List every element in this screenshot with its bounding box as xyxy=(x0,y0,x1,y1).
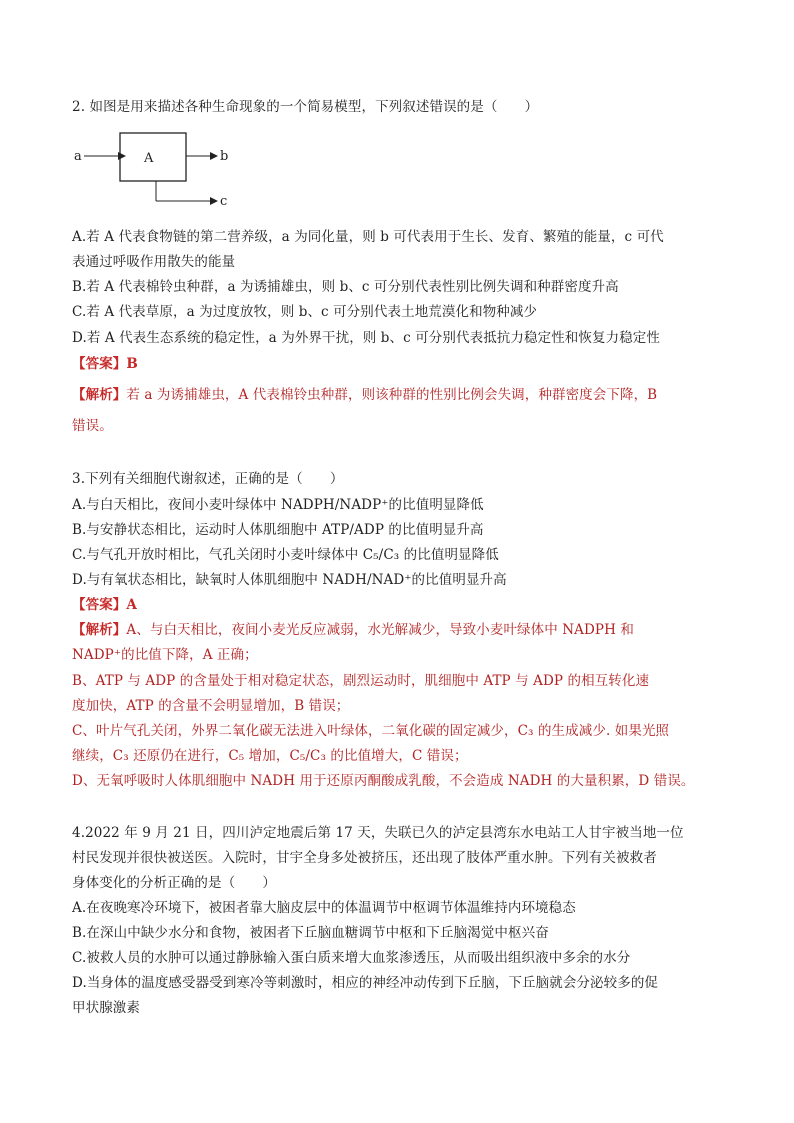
q3-option-c: C.与气孔开放时相比，气孔关闭时小麦叶绿体中 C₅/C₃ 的比值明显降低 xyxy=(72,547,499,563)
q3-analysis-line-4: 度加快，ATP 的含量不会明显增加，B 错误； xyxy=(72,698,350,714)
q4-stem-line-3: 身体变化的分析正确的是（ ） xyxy=(72,875,276,891)
q2-answer xyxy=(72,355,138,373)
q2-analysis-line-1: 若 a 为诱捕雄虫，A 代表棉铃虫种群，则该种群的性别比例会失调，种群密度会下降，B xyxy=(126,387,658,403)
q4-option-a: A.在夜晚寒冷环境下，被困者靠大脑皮层中的体温调节中枢调节体温维持内环境稳态 xyxy=(72,900,576,916)
diagram-output-b-label: b xyxy=(220,149,229,164)
answer-tag: 【答案】 xyxy=(72,597,127,613)
q4-option-c: C.被救人员的水肿可以通过静脉输入蛋白质来增大血浆渗透压，从而吸出组织液中多余的水分 xyxy=(72,950,631,966)
q3-analysis-line-2: NADP⁺的比值下降，A 正确； xyxy=(72,647,258,663)
analysis-tag: 【解析】 xyxy=(72,387,127,403)
q4-option-b: B.在深山中缺少水分和食物，被困者下丘脑血糖调节中枢和下丘脑渴觉中枢兴奋 xyxy=(72,925,549,941)
answer-value: A xyxy=(126,597,137,613)
q3-analysis-line-7: D、无氧呼吸时人体肌细胞中 NADH 用于还原丙酮酸成乳酸，不会造成 NADH 的大量积累，D 错误。 xyxy=(72,773,695,789)
answer-tag: 【答案】 xyxy=(72,356,127,372)
q3-analysis-line-3: B、ATP 与 ADP 的含量处于相对稳定状态，剧烈运动时，肌细胞中 ATP 与 ADP 的相互转化速 xyxy=(72,673,650,689)
q2-option-a-cont: 表通过呼吸作用散失的能量 xyxy=(72,254,236,270)
q4-stem-line-1: 4.2022 年 9 月 21 日，四川泸定地震后第 17 天，失联已久的泸定县湾东水电站工人甘宇被当地一位 xyxy=(72,825,684,841)
q3-option-a: A.与白天相比，夜间小麦叶绿体中 NADPH/NADP⁺的比值明显降低 xyxy=(72,497,484,513)
answer-value: B xyxy=(126,356,138,372)
diagram-input-label: a xyxy=(74,149,82,164)
q2-option-b: B.若 A 代表棉铃虫种群，a 为诱捕雄虫，则 b、c 可分别代表性别比例失调和种群密度升高 xyxy=(72,279,619,295)
q2-model-diagram xyxy=(72,130,252,210)
q3-analysis xyxy=(72,621,634,639)
q3-stem: 3.下列有关细胞代谢叙述，正确的是（ ） xyxy=(72,471,344,487)
q3-analysis-line-5: C、叶片气孔关闭，外界二氧化碳无法进入叶绿体，二氧化碳的固定减少，C₃ 的生成减少. 如果光照 xyxy=(72,723,670,739)
q4-option-d-cont: 甲状腺激素 xyxy=(72,1000,140,1016)
q2-option-c: C.若 A 代表草原，a 为过度放牧，则 b、c 可分别代表土地荒漠化和物种减少 xyxy=(72,304,538,320)
q3-option-d: D.与有氧状态相比，缺氧时人体肌细胞中 NADH/NAD⁺的比值明显升高 xyxy=(72,572,507,588)
q2-analysis xyxy=(72,386,657,404)
q4-stem-line-2: 村民发现并很快被送医。入院时，甘宇全身多处被挤压，还出现了肢体严重水肿。下列有关被救者 xyxy=(72,850,657,866)
q3-answer xyxy=(72,596,137,614)
q3-analysis-line-1: A、与白天相比，夜间小麦光反应减弱，水光解减少，导致小麦叶绿体中 NADPH 和 xyxy=(126,622,634,638)
diagram-box-label: A xyxy=(144,151,154,166)
q4-option-d: D.当身体的温度感受器受到寒冷等刺激时，相应的神经冲动传到下丘脑，下丘脑就会分泌较多的促 xyxy=(72,975,659,991)
q3-analysis-line-6: 继续，C₃ 还原仍在进行，C₅ 增加，C₅/C₃ 的比值增大，C 错误； xyxy=(72,748,468,764)
q2-stem: 2. 如图是用来描述各种生命现象的一个简易模型，下列叙述错误的是（ ） xyxy=(72,99,539,115)
analysis-tag: 【解析】 xyxy=(72,622,127,638)
diagram-output-c-label: c xyxy=(220,194,228,209)
q3-option-b: B.与安静状态相比，运动时人体肌细胞中 ATP/ADP 的比值明显升高 xyxy=(72,522,484,538)
q2-option-a: A.若 A 代表食物链的第二营养级，a 为同化量，则 b 可代表用于生长、发育、繁殖的能量，c 可代 xyxy=(72,229,664,245)
q2-analysis-line-2: 错误。 xyxy=(72,418,113,434)
q2-option-d: D.若 A 代表生态系统的稳定性，a 为外界干扰，则 b、c 可分别代表抵抗力稳定性和恢复力稳定性 xyxy=(72,330,660,346)
